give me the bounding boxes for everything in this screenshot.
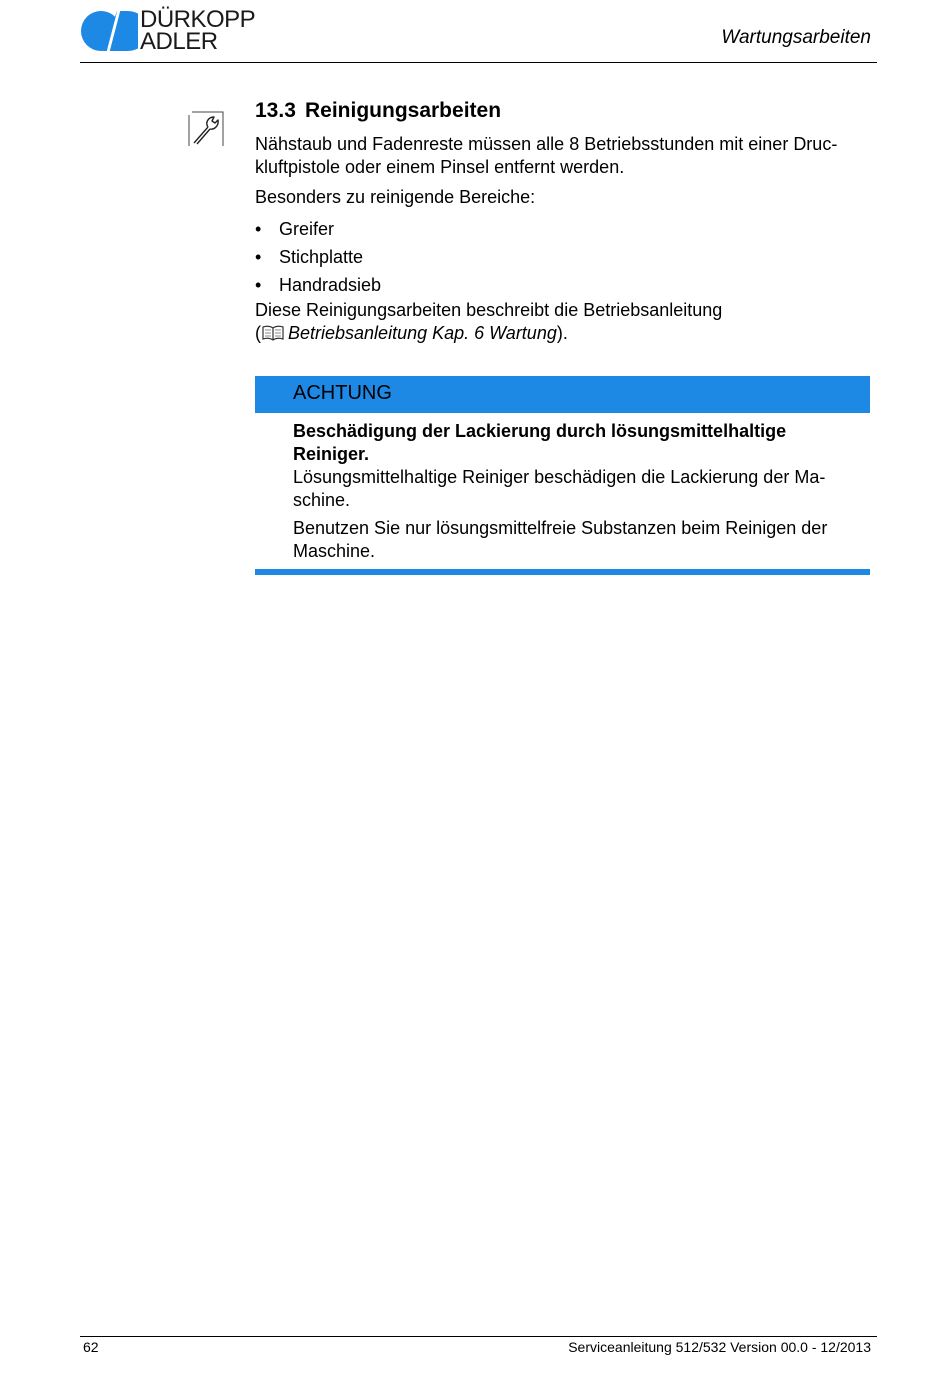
notice-warning xyxy=(293,420,860,466)
list-item xyxy=(255,269,873,297)
reference-close: ). xyxy=(556,323,568,343)
list-item xyxy=(255,213,873,241)
logo-line-1: DÜRKOPP xyxy=(140,6,256,33)
notice-warning-line-2: Reiniger. xyxy=(293,444,370,464)
intro-line-2: kluftpistole oder einem Pinsel entfernt werden. xyxy=(255,157,625,177)
reference-open: ( xyxy=(255,323,261,343)
reference-paragraph xyxy=(255,299,873,345)
page-number: 62 xyxy=(83,1339,99,1355)
reference-link[interactable]: Betriebsanleitung Kap. 6 Wartung xyxy=(288,323,557,343)
bullet: • xyxy=(255,219,262,239)
reference-line-2 xyxy=(255,322,873,345)
section-heading xyxy=(255,97,873,124)
section-title: Reinigungsarbeiten xyxy=(305,99,502,122)
areas-label: Besonders zu reinigende Bereiche: xyxy=(255,187,536,207)
notice-instruction xyxy=(293,517,860,563)
book-icon xyxy=(262,324,284,340)
intro-line-1: Nähstaub und Fadenreste müssen alle 8 Betriebsstunden mit einer Druc- xyxy=(255,134,838,154)
notice-consequence-line-1: Lösungsmittelhaltige Reiniger beschädigen die Lackierung der Ma- xyxy=(293,467,826,487)
section-number: 13.3 xyxy=(255,99,296,122)
chapter-title: Wartungsarbeiten xyxy=(721,27,871,48)
bullet: • xyxy=(255,275,262,295)
reference-line-1: Diese Reinigungsarbeiten beschreibt die Betriebsanleitung xyxy=(255,300,723,320)
list-item-label: Handradsieb xyxy=(279,275,382,295)
notice-bottom-bar xyxy=(255,569,870,575)
wrench-icon xyxy=(188,111,224,147)
cleaning-areas-list xyxy=(255,213,873,297)
list-item-label: Greifer xyxy=(279,219,335,239)
brand-logo xyxy=(80,8,270,54)
intro-paragraph xyxy=(255,133,873,179)
page-footer xyxy=(80,1336,877,1366)
notice-consequence xyxy=(293,466,860,512)
logo-line-2: ADLER xyxy=(140,28,218,55)
list-item xyxy=(255,241,873,269)
notice-body xyxy=(255,413,870,563)
notice-consequence-line-2: schine. xyxy=(293,490,351,510)
document-info: Serviceanleitung 512/532 Version 00.0 - 12/2013 xyxy=(568,1339,871,1355)
bullet: • xyxy=(255,247,262,267)
notice-warning-line-1: Beschädigung der Lackierung durch lösungsmittelhaltige xyxy=(293,421,787,441)
notice-instruction-line-1: Benutzen Sie nur lösungsmittelfreie Substanzen beim Reinigen der xyxy=(293,518,828,538)
notice-heading: ACHTUNG xyxy=(255,376,870,413)
list-item-label: Stichplatte xyxy=(279,247,364,267)
page-header xyxy=(80,6,877,63)
logo-mark-icon xyxy=(80,8,138,54)
section-content xyxy=(255,97,873,345)
notice-instruction-line-2: Maschine. xyxy=(293,541,376,561)
caution-notice xyxy=(255,376,870,575)
